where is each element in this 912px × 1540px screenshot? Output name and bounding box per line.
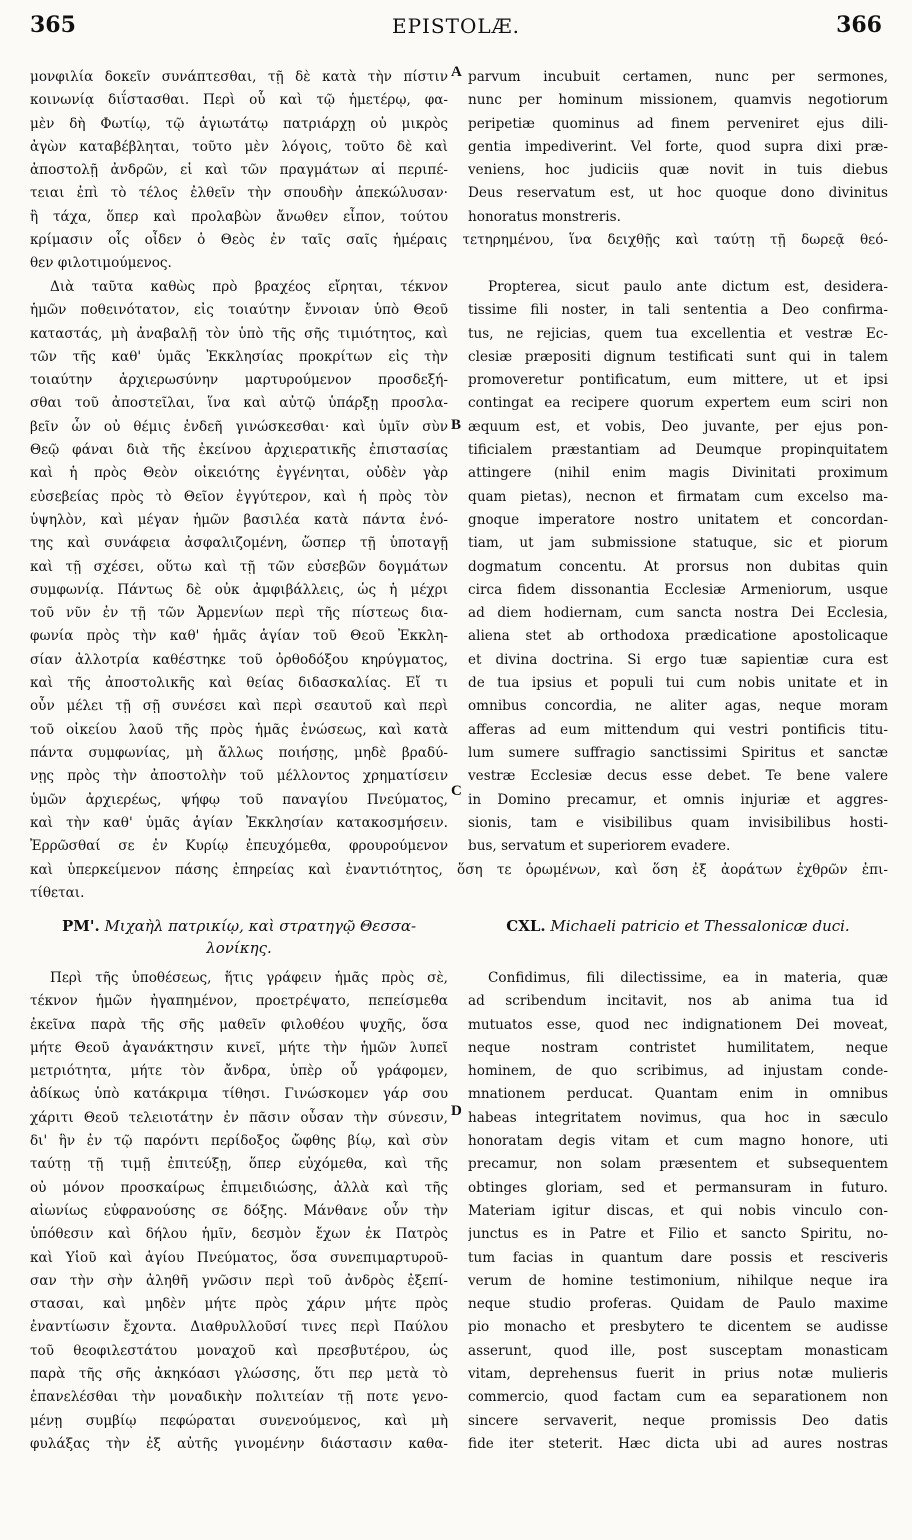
text-line: junctus es in Patre et Filio et sancto Spiritu, no- bbox=[468, 1226, 888, 1243]
greek-letter-heading bbox=[30, 915, 448, 959]
greek-column-top bbox=[30, 66, 448, 229]
text-line: ἀγὼν καταβέβληται, τοῦτο μὲν λόγοις, τοῦτο δὲ καὶ bbox=[30, 138, 448, 155]
margin-letter-d: D bbox=[451, 1103, 462, 1119]
text-line: habeas integritatem novimus, qua hoc in sæculo bbox=[468, 1109, 888, 1126]
greek-heading-line: λονίκης. bbox=[206, 939, 272, 957]
greek-column-middle bbox=[30, 276, 448, 858]
latin-letter-number: CXL. bbox=[506, 917, 546, 935]
text-line: parvum incubuit certamen, nunc per sermones, bbox=[468, 69, 888, 85]
text-line: χάριτι Θεοῦ τελειοτάτην ἐν πᾶσιν οὖσαν τὴν σύνεσιν, bbox=[30, 1109, 448, 1126]
text-line: peripetiæ quominus ad finem perveniret ejus dili- bbox=[468, 115, 888, 132]
text-line: πάντα συμφωνίας, μὴ ἄλλως ποιήσῃς, μηδὲ βραδύ- bbox=[30, 744, 448, 761]
text-line: νῃς πρὸς τὴν ἀποστολὴν τοῦ μέλλοντος χρηματίσειν bbox=[30, 768, 448, 785]
text-line: hominem, de quo scribimus, ad injustam conde- bbox=[468, 1063, 888, 1080]
text-line: της καὶ συνάφεια ἀσφαλιζομένη, ὥσπερ τῇ ὑποταγῇ bbox=[30, 535, 448, 552]
text-line: καταστάς, μὴ ἀναβαλῇ τὸν ὑπὸ τῆς σῆς τιμιότητος, καὶ bbox=[30, 325, 448, 342]
text-line: καὶ τὴν καθ' ὑμᾶς ἁγίαν Ἐκκλησίαν κατακοσμήσειν. bbox=[30, 814, 448, 831]
text-line: ὑπόθεσιν καὶ δήλου ἡμῖν, δεσμὸν ἔχων ἐκ Πατρὸς bbox=[30, 1226, 448, 1243]
text-line: τίθεται. bbox=[30, 885, 85, 902]
text-line: tiam, ut jam submissione statuque, sic et piorum bbox=[468, 535, 888, 552]
text-line: sincere servaverit, neque promissis Deo datis bbox=[468, 1412, 888, 1429]
text-line: οὖν μέλει τῇ σῇ συνέσει καὶ περὶ σεαυτοῦ καὶ περὶ bbox=[30, 698, 448, 715]
text-line: ἡμῶν ποθεινότατον, εἰς τοιαύτην ἔννοιαν ὑπὸ Θεοῦ bbox=[30, 302, 448, 319]
text-line: αἰωνίως εὐφρανούσης σε δόξης. Μάνθανε οὖν τὴν bbox=[30, 1202, 448, 1219]
text-line: nunc per hominum missionem, quamvis negotiorum bbox=[468, 92, 888, 109]
text-line: Propterea, sicut paulo ante dictum est, desidera- bbox=[488, 279, 888, 295]
page-number-left: 365 bbox=[30, 12, 76, 38]
text-line: tus, ne rejicias, quem tua excellentia et vestræ Ec- bbox=[468, 325, 888, 342]
text-line: omnibus concordia, ne aliter agas, neque moram bbox=[468, 698, 888, 715]
text-line: κοινωνίᾳ διΐστασθαι. Περὶ οὗ καὶ τῷ ἡμετέρῳ, φα- bbox=[30, 92, 448, 109]
text-line: fide iter steterit. Hæc dicta ubi ad aures nostras bbox=[468, 1435, 888, 1452]
text-line: ἀδίκως ὑπὸ κατάκριμα τίθησι. Γινώσκομεν γάρ σου bbox=[30, 1086, 448, 1103]
text-line: tissime fili noster, in tali sententia a Deo confirma- bbox=[468, 302, 888, 319]
text-line: in Domino precamur, et omnis injuriæ et aggres- bbox=[468, 791, 888, 808]
margin-letter-c: C bbox=[451, 783, 462, 799]
text-line: σίαν ἀλλοτρία καθέστηκε τοῦ ὀρθοδόξου κηρύγματος, bbox=[30, 651, 448, 668]
text-line: contingat ea recipere quorum expertem eum sciri non bbox=[468, 395, 888, 412]
latin-column-top bbox=[468, 66, 888, 229]
text-line: ταύτῃ τῇ τιμῇ ἐπιτεύξῃ, ὅπερ εὐχόμεθα, καὶ τῆς bbox=[30, 1156, 448, 1173]
text-line: vestræ Ecclesiæ decus esse debet. Te bene valere bbox=[468, 768, 888, 785]
text-line: καὶ ἡ πρὸς Θεὸν οἰκειότης ἐγγένηται, οὐδὲν γὰρ bbox=[30, 465, 448, 482]
text-line: æquum est, et vobis, Deo juvante, per ejus pon- bbox=[468, 418, 888, 435]
page-number-right: 366 bbox=[836, 12, 882, 38]
text-line: sionis, tam e visibilibus quam invisibilibus hosti- bbox=[468, 814, 888, 831]
text-line: εὐσεβείας πρὸς τὸ Θεῖον ἐγγύτερον, καὶ ἡ πρὸς τὸν bbox=[30, 488, 448, 505]
text-line: ad scribendum incitavit, nos ab anima tua id bbox=[468, 993, 888, 1010]
text-line: vitam, deprehensus fuerit in prius notæ mulieris bbox=[468, 1366, 888, 1383]
text-line: θεν φιλοτιμούμενος. bbox=[30, 255, 172, 272]
text-line: attingere (nihil enim magis Divinitati proximum bbox=[468, 465, 888, 482]
text-line: gnoque imperatore nostro unitatem et concordan- bbox=[468, 511, 888, 528]
text-line: ἢ τάχα, ὅπερ καὶ προλαβὼν ἄνωθεν εἶπον, τούτου bbox=[30, 208, 448, 225]
text-line: pio monacho et presbytero te dicentem se audisse bbox=[468, 1319, 888, 1336]
text-line: mnationem perducat. Quantam enim in omnibus bbox=[468, 1086, 888, 1103]
text-line: circa fidem dissonantia Ecclesiæ Armeniorum, usque bbox=[468, 581, 888, 598]
text-line: et divina doctrina. Si ergo tuæ sapientiæ cura est bbox=[468, 651, 888, 668]
text-line: ἐπανελέσθαι τὴν μοναδικὴν πολιτείαν τῇ ποτε γενο- bbox=[30, 1389, 448, 1406]
text-line: Materiam igitur discas, et qui nobis vinculo con- bbox=[468, 1202, 888, 1219]
text-line: Confidimus, fili dilectissime, ea in materia, quæ bbox=[488, 970, 888, 986]
latin-heading-title: Michaeli patricio et Thessalonicæ duci. bbox=[550, 917, 850, 935]
text-line: καὶ τῆς ἀποστολικῆς καὶ θείας διδασκαλίας. Εἴ τι bbox=[30, 675, 448, 692]
text-line: tum facias in quantum dare possis et resciveris bbox=[468, 1249, 888, 1266]
text-line: de tua ipsius et populi tui cum nobis unitate et in bbox=[468, 675, 888, 692]
text-line: ἐναντίωσιν ἔχοντα. Διαθρυλλοῦσί τινες περὶ Παύλου bbox=[30, 1319, 448, 1336]
greek-column-bottom bbox=[30, 967, 448, 1456]
text-line: neque nostram contristet humilitatem, neque bbox=[468, 1039, 888, 1056]
text-line: τοιαύτην ἀρχιερωσύνην μαρτυρούμενον προσδεξή- bbox=[30, 372, 448, 389]
text-line: σαν τὴν σὴν ἀληθῆ γνῶσιν περὶ τοῦ ἀνδρὸς ἐξεπί- bbox=[30, 1272, 448, 1289]
text-line: τῶν τῆς καθ' ὑμᾶς Ἐκκλησίας προκρίτων εἰς τὴν bbox=[30, 348, 448, 365]
text-line: στασαι, καὶ μηδὲν μήτε πρὸς χάριν μήτε πρὸς bbox=[30, 1296, 448, 1313]
text-line: tificialem præstantiam ad Deumque propinquitatem bbox=[468, 442, 888, 459]
text-line: τέκνον ἡμῶν ἠγαπημένον, προετρέψατο, πεπείσμεθα bbox=[30, 993, 448, 1010]
text-line: Περὶ τῆς ὑποθέσεως, ἥτις γράφειν ἡμᾶς πρὸς σὲ, bbox=[50, 970, 448, 986]
latin-column-middle bbox=[468, 276, 888, 858]
text-line: ἐκεῖνα παρὰ τῆς σῆς μαθεῖν φιλοθέου ψυχῆς, ὅσα bbox=[30, 1016, 448, 1033]
text-line: κρίμασιν οἷς οἶδεν ὁ Θεὸς ἐν ταῖς σαῖς ἡμέραις τετηρημένου, ἵνα δειχθῇς καὶ ταύτῃ τῇ δωρεᾷ θεό- bbox=[30, 232, 888, 248]
text-line: καὶ Υἱοῦ καὶ ἁγίου Πνεύματος, ὅσα συνεπιμαρτυροῦ- bbox=[30, 1249, 448, 1266]
greek-letter-number: ΡΜ'. bbox=[61, 917, 100, 935]
latin-column-bottom bbox=[468, 967, 888, 1456]
text-line: δι' ἣν ἐν τῷ παρόντι περίδοξος ὤφθης βίῳ, καὶ σὺν bbox=[30, 1133, 448, 1150]
text-line: ὑμῶν ἀρχιερέως, ψήφῳ τοῦ παναγίου Πνεύματος, bbox=[30, 791, 448, 808]
text-line: τοῦ οἰκείου λαοῦ τῆς πρὸς ἡμᾶς ἑνώσεως, καὶ κατὰ bbox=[30, 721, 448, 738]
text-line: quam pietas), necnon et firmatam cum excelso ma- bbox=[468, 488, 888, 505]
text-line: παρὰ τῆς σῆς ἀκηκόασι γλώσσης, ὅτι περ μετὰ τὸ bbox=[30, 1366, 448, 1383]
text-line: bus, servatum et superiorem evadere. bbox=[468, 838, 731, 855]
text-line: καὶ ὑπερκείμενον πάσης ἐπηρείας καὶ ἐναντιότητος, ὅση τε ὁρωμένων, καὶ ὅση ἐξ ἀοράτων ἐχθρῶν ἐπι- bbox=[30, 862, 888, 878]
text-line: aliena stet ab orthodoxa prædicatione apostolicaque bbox=[468, 628, 888, 645]
text-line: verum de homine testimonium, nihilque neque ira bbox=[468, 1272, 888, 1289]
text-line: μήτε Θεοῦ ἀγανάκτησιν κινεῖ, μήτε τὴν ἡμῶν λυπεῖ bbox=[30, 1039, 448, 1056]
text-line: ἀποστολῇ ἀνδρῶν, εἰ καὶ τῶν πραγμάτων αἱ περιπέ- bbox=[30, 162, 448, 179]
text-line: μένῃ συμβίῳ πεφώραται συνενούμενος, καὶ μὴ bbox=[30, 1412, 448, 1429]
running-title: EPISTOLÆ. bbox=[391, 14, 521, 38]
text-line: honoratam degis vitam et cum magno honore, uti bbox=[468, 1133, 888, 1150]
text-line: Ἐρρῶσθαί σε ἐν Κυρίῳ ἐπευχόμεθα, φρουρούμενον bbox=[30, 838, 448, 855]
text-line: gentia impediverint. Vel forte, quod supra dixi præ- bbox=[468, 138, 888, 155]
text-line: φωνία πρὸς τὴν καθ' ἡμᾶς ἁγίαν τοῦ Θεοῦ Ἐκκλη- bbox=[30, 628, 448, 645]
greek-fullwidth-top bbox=[30, 229, 888, 276]
text-line: asserunt, quod ille, post susceptam monasticam bbox=[468, 1342, 888, 1359]
text-line: καὶ τῇ σχέσει, οὕτω καὶ τῇ τῶν εὐσεβῶν δογμάτων bbox=[30, 558, 448, 575]
text-line: afferas ad eum mittendum qui vestri pontificis titu- bbox=[468, 721, 888, 738]
running-header bbox=[30, 12, 882, 42]
text-line: Διὰ ταῦτα καθὼς πρὸ βραχέος εἴρηται, τέκνον bbox=[50, 279, 448, 295]
text-line: ad diem hodiernam, cum sancta nostra Dei Ecclesia, bbox=[468, 605, 888, 622]
margin-letter-a: A bbox=[451, 64, 462, 80]
text-line: σθαι τοῦ ἀποστεῖλαι, ἵνα καὶ αὐτῷ ὑπάρξῃ προσλα- bbox=[30, 395, 448, 412]
text-line: mutuatos esse, quod nec indignationem Dei moveat, bbox=[468, 1016, 888, 1033]
latin-letter-heading bbox=[468, 915, 888, 937]
greek-fullwidth-middle bbox=[30, 859, 888, 906]
text-line: promoveretur pontificatum, eum mittere, ut et ipsi bbox=[468, 372, 888, 389]
text-line: dogmatum concentu. At prorsus non dubitas quin bbox=[468, 558, 888, 575]
text-line: neque studio proferas. Quidam de Paulo maxime bbox=[468, 1296, 888, 1313]
text-line: Θεῷ φάναι διὰ τῆς ἐκείνου ἀρχιερατικῆς ἐπιστασίας bbox=[30, 442, 448, 459]
text-line: οὐ μόνον προσκαίρως ἐπιμειδιώσης, ἀλλὰ καὶ τῆς bbox=[30, 1179, 448, 1196]
text-line: συμφωνίᾳ. Πάντως δὲ οὐκ ἀμφιβάλλεις, ὡς ἡ μέχρι bbox=[30, 581, 448, 598]
text-line: clesiæ præpositi dignum testificati sunt qui in talem bbox=[468, 348, 888, 365]
text-line: βεῖν ὧν οὐ θέμις ἐνδεῆ γινώσκεσθαι· καὶ ὑμῖν σὺν bbox=[30, 418, 448, 435]
text-line: ὑψηλὸν, καὶ μέγαν ἡμῶν βασιλέα κατὰ πάντα ἑνό- bbox=[30, 511, 448, 528]
text-line: μετριότητα, μήτε τὸν ἄνδρα, ὑπὲρ οὗ γράφομεν, bbox=[30, 1063, 448, 1080]
greek-heading-line: Μιχαὴλ πατρικίῳ, καὶ στρατηγῷ Θεσσα- bbox=[104, 917, 417, 935]
margin-letter-b: B bbox=[451, 417, 462, 433]
text-line: μονφιλία δοκεῖν συνάπτεσθαι, τῇ δὲ κατὰ τὴν πίστιν bbox=[30, 69, 448, 85]
text-line: commercio, quod factam cum ea separationem non bbox=[468, 1389, 888, 1406]
text-line: τοῦ θεοφιλεστάτου μοναχοῦ καὶ πρεσβυτέρου, ὡς bbox=[30, 1342, 448, 1359]
text-line: precamur, non solam præsentem et subsequentem bbox=[468, 1156, 888, 1173]
text-line: obtinges gloriam, sed et permansuram in futuro. bbox=[468, 1179, 888, 1196]
text-line: φυλάξας τὴν ἐξ αὐτῆς γινομένην διάστασιν καθα- bbox=[30, 1435, 448, 1452]
text-line: veniens, hoc judiciis quæ novit in tuis diebus bbox=[468, 162, 888, 179]
text-line: τοῦ νῦν ἐν τῇ τῶν Ἀρμενίων περὶ τῆς πίστεως δια- bbox=[30, 605, 448, 622]
text-line: τειαι ἐπὶ τὸ τέλος ἐλθεῖν τὴν σπουδὴν ἀπεκώλυσαν· bbox=[30, 185, 448, 202]
text-line: Deus reservatum est, ut hoc quoque dono divinitus bbox=[468, 185, 888, 202]
text-line: μὲν δὴ Φωτίῳ, τῷ ἁγιωτάτῳ πατριάρχῃ οὐ μικρὸς bbox=[30, 115, 448, 132]
text-line: lum sumere suffragio sanctissimi Spiritus et sanctæ bbox=[468, 744, 888, 761]
text-line: honoratus monstreris. bbox=[468, 208, 621, 225]
